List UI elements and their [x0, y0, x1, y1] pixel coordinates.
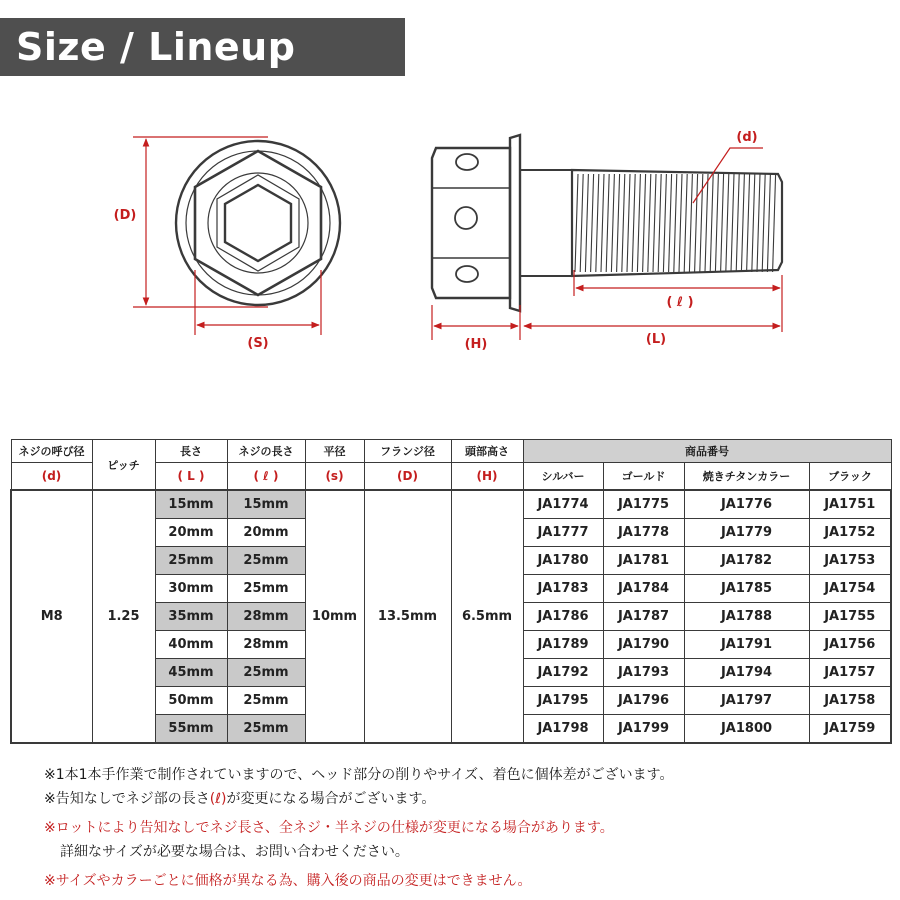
thread-line — [757, 174, 760, 272]
note-line-5: ※サイズやカラーごとに価格が異なる為、購入後の商品の変更はできません。 — [44, 873, 532, 889]
cell-black: JA1753 — [809, 547, 891, 575]
note-line-2-pre: ※告知なしでネジ部の長さ — [44, 790, 210, 807]
thread-line — [767, 174, 770, 272]
thread-line — [637, 174, 640, 272]
thread-line — [632, 174, 635, 272]
note-line-4: 詳細なサイズが必要な場合は、お問い合わせください。 — [60, 843, 409, 860]
header-length-sym: ( L ) — [155, 463, 227, 491]
cell-silver: JA1783 — [523, 575, 603, 603]
note-line-2-post: が変更になる場合がございます。 — [226, 790, 436, 807]
bolt-diagram — [0, 0, 900, 420]
thread-line — [736, 174, 739, 272]
cell-length: 40mm — [155, 631, 227, 659]
cell-flat: 10mm — [305, 490, 364, 743]
note-line-1: ※1本1本手作業で制作されていますので、ヘッド部分の削りやサイズ、着色に個体差がございます。 — [44, 767, 674, 783]
thread-line — [591, 174, 594, 272]
cell-silver: JA1780 — [523, 547, 603, 575]
cell-thread-length: 25mm — [227, 575, 305, 603]
note-line-2 — [44, 788, 884, 812]
thread-line — [695, 174, 698, 272]
thread-line — [585, 174, 588, 272]
header-length: 長さ — [155, 440, 227, 463]
thread-line — [606, 174, 609, 272]
thread-line — [721, 174, 724, 272]
thread-line — [710, 174, 713, 272]
cell-silver: JA1774 — [523, 490, 603, 519]
cell-burnt-titanium: JA1791 — [684, 631, 809, 659]
thread-line — [726, 174, 729, 272]
thread-line — [663, 174, 666, 272]
cell-gold: JA1781 — [603, 547, 684, 575]
note-line-3: ※ロットにより告知なしでネジ長さ、全ネジ・半ネジの仕様が変更になる場合があります。 — [44, 820, 614, 836]
cell-silver: JA1795 — [523, 687, 603, 715]
cell-gold: JA1799 — [603, 715, 684, 744]
header-silver: シルバー — [523, 463, 603, 491]
dim-label-D: (D) — [113, 208, 137, 223]
bolt-side-view — [432, 135, 782, 311]
thread-line — [674, 174, 677, 272]
cell-silver: JA1792 — [523, 659, 603, 687]
cell-length: 50mm — [155, 687, 227, 715]
thread-line — [705, 174, 708, 272]
header-gold: ゴールド — [603, 463, 684, 491]
note-line-2-sym: (ℓ) — [209, 790, 227, 807]
header-product-no: 商品番号 — [523, 440, 891, 463]
header-thread-length-sym: ( ℓ ) — [227, 463, 305, 491]
cell-burnt-titanium: JA1797 — [684, 687, 809, 715]
cell-burnt-titanium: JA1785 — [684, 575, 809, 603]
cell-length: 35mm — [155, 603, 227, 631]
header-thread-name: ネジの呼び径 — [11, 440, 92, 463]
cell-gold: JA1787 — [603, 603, 684, 631]
cell-black: JA1759 — [809, 715, 891, 744]
cell-black: JA1758 — [809, 687, 891, 715]
cell-pitch: 1.25 — [92, 490, 155, 743]
cell-burnt-titanium: JA1782 — [684, 547, 809, 575]
header-flange-sym: (D) — [364, 463, 451, 491]
cell-black: JA1754 — [809, 575, 891, 603]
cell-thread-length: 25mm — [227, 547, 305, 575]
thread-line — [653, 174, 656, 272]
header-flange: フランジ径 — [364, 440, 451, 463]
thread-line — [762, 174, 765, 272]
cell-black: JA1757 — [809, 659, 891, 687]
header-head-height-sym: (H) — [451, 463, 523, 491]
page-title: Size / Lineup — [16, 25, 296, 69]
cell-length: 15mm — [155, 490, 227, 519]
thread-line — [669, 174, 672, 272]
header-flat: 平径 — [305, 440, 364, 463]
thread-line — [575, 174, 578, 272]
cell-length: 45mm — [155, 659, 227, 687]
cell-thread-length: 25mm — [227, 687, 305, 715]
cell-length: 55mm — [155, 715, 227, 744]
thread-line — [611, 174, 614, 272]
cell-length: 20mm — [155, 519, 227, 547]
cell-gold: JA1778 — [603, 519, 684, 547]
cell-black: JA1756 — [809, 631, 891, 659]
thread-line — [773, 174, 776, 272]
spec-table-body — [11, 490, 891, 743]
thread-line — [622, 174, 625, 272]
header-burnt-titanium: 焼きチタンカラー — [684, 463, 809, 491]
cell-gold: JA1784 — [603, 575, 684, 603]
cell-silver: JA1777 — [523, 519, 603, 547]
thread-line — [679, 174, 682, 272]
thread-line — [648, 174, 651, 272]
notes — [44, 764, 884, 894]
cell-burnt-titanium: JA1794 — [684, 659, 809, 687]
cell-thread: M8 — [11, 490, 92, 743]
cell-burnt-titanium: JA1800 — [684, 715, 809, 744]
thread-line — [617, 174, 620, 272]
thread-line — [684, 174, 687, 272]
cell-thread-length: 20mm — [227, 519, 305, 547]
thread-line — [689, 174, 692, 272]
header-thread-name-sym: (d) — [11, 463, 92, 491]
cell-gold: JA1790 — [603, 631, 684, 659]
cell-gold: JA1793 — [603, 659, 684, 687]
table-row — [11, 490, 891, 519]
header-black: ブラック — [809, 463, 891, 491]
dim-label-H: (H) — [464, 337, 488, 352]
dim-label-d: (d) — [736, 130, 758, 145]
thread-line — [747, 174, 750, 272]
thread-line — [627, 174, 630, 272]
spec-table — [10, 439, 892, 744]
cell-flange: 13.5mm — [364, 490, 451, 743]
thread-line — [731, 174, 734, 272]
thread-line — [752, 174, 755, 272]
header-thread-length: ネジの長さ — [227, 440, 305, 463]
dim-label-L: (L) — [645, 332, 667, 347]
dim-label-ell: ( ℓ ) — [666, 295, 694, 310]
cell-gold: JA1775 — [603, 490, 684, 519]
thread-lines — [575, 174, 776, 272]
header-head-height: 頭部高さ — [451, 440, 523, 463]
thread-line — [601, 174, 604, 272]
cell-length: 30mm — [155, 575, 227, 603]
cell-silver: JA1789 — [523, 631, 603, 659]
dim-label-S: (S) — [247, 336, 269, 351]
cell-black: JA1752 — [809, 519, 891, 547]
cell-thread-length: 25mm — [227, 659, 305, 687]
header-flat-sym: (s) — [305, 463, 364, 491]
cell-silver: JA1798 — [523, 715, 603, 744]
cell-gold: JA1796 — [603, 687, 684, 715]
bolt-head-front-view — [176, 141, 340, 305]
cell-burnt-titanium: JA1788 — [684, 603, 809, 631]
cell-thread-length: 28mm — [227, 631, 305, 659]
thread-line — [715, 174, 718, 272]
cell-burnt-titanium: JA1776 — [684, 490, 809, 519]
thread-line — [658, 174, 661, 272]
cell-thread-length: 15mm — [227, 490, 305, 519]
cell-length: 25mm — [155, 547, 227, 575]
cell-black: JA1755 — [809, 603, 891, 631]
thread-line — [580, 174, 583, 272]
thread-line — [741, 174, 744, 272]
cell-burnt-titanium: JA1779 — [684, 519, 809, 547]
header-pitch: ピッチ — [92, 440, 155, 491]
cell-thread-length: 28mm — [227, 603, 305, 631]
cell-thread-length: 25mm — [227, 715, 305, 744]
thread-line — [596, 174, 599, 272]
thread-line — [643, 174, 646, 272]
cell-silver: JA1786 — [523, 603, 603, 631]
cell-black: JA1751 — [809, 490, 891, 519]
cell-head-height: 6.5mm — [451, 490, 523, 743]
